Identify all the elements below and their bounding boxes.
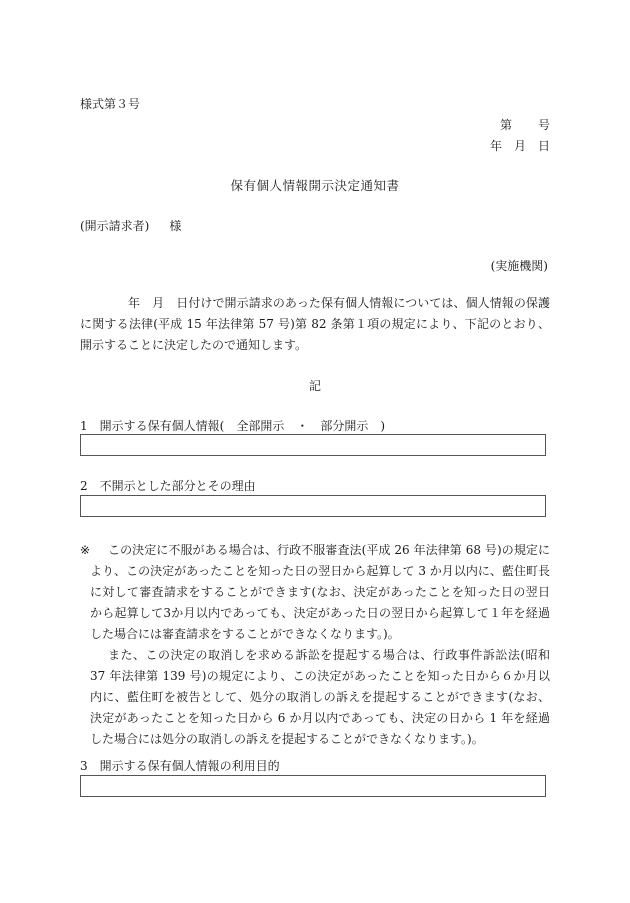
note-paragraph-appeal: この決定に不服がある場合は、行政不服審査法(平成 26 年法律第 68 号)の規定により、この決定があったことを知った日の翌日から起算して 3 か月以内に、藍住町長に対して審査請求をすることができます(なお、決定があったことを知った日の翌日から起算して3か月以内であっても、決定があった日の翌日から起算して１年を経過した場合には審査請求をすることができなくなります。)。 <box>90 543 550 641</box>
document-number-line <box>500 117 550 133</box>
ki-heading: 記 <box>308 379 321 393</box>
body-paragraph: 年 月 日付けで開示請求のあった保有個人情報については、個人情報の保護に関する法律(平成 15 年法律第 57 号)第 82 条第１項の規定により、下記のとおり、開示することに決定したので通知します。 <box>80 296 550 352</box>
note-paragraph-lawsuit: また、この決定の取消しを求める訴訟を提起する場合は、行政事件訴訟法(昭和 37 年法律第 139 号)の規定により、この決定があったことを知った日から６か月以内に、藍住町を被告として、処分の取消しの訴えを提起することができます(なお、決定があったことを知った日から 6 か月以内であっても、決定の日から 1 年を経過した場合には処分の取消しの訴えを提起することができなくなります。)。 <box>90 648 550 746</box>
document-date-line <box>490 138 550 154</box>
note-mark: ※ <box>80 543 91 557</box>
date-month: 月 <box>513 139 526 153</box>
item3-heading: 3 開示する保有個人情報の利用目的 <box>80 759 280 773</box>
agency-label: (実施機関) <box>490 259 548 273</box>
item3-answer-box[interactable] <box>80 775 546 797</box>
appeal-note <box>80 540 550 750</box>
document-number-prefix: 第 <box>499 118 512 132</box>
addressee-honorific: 様 <box>169 219 182 233</box>
item1-heading: 1 開示する保有個人情報( 全部開示 ・ 部分開示 ) <box>80 419 386 433</box>
date-day: 日 <box>537 139 550 153</box>
item2-answer-box[interactable] <box>80 495 546 517</box>
addressee-label: (開示請求者) <box>80 219 150 233</box>
item1-answer-box[interactable] <box>80 434 546 456</box>
addressee-line <box>80 218 181 234</box>
document-number-suffix: 号 <box>537 118 550 132</box>
date-year: 年 <box>489 139 502 153</box>
document-title: 保有個人情報開示決定通知書 <box>230 178 400 193</box>
form-number: 様式第３号 <box>80 97 141 111</box>
item2-heading: 2 不開示とした部分とその理由 <box>80 479 256 493</box>
